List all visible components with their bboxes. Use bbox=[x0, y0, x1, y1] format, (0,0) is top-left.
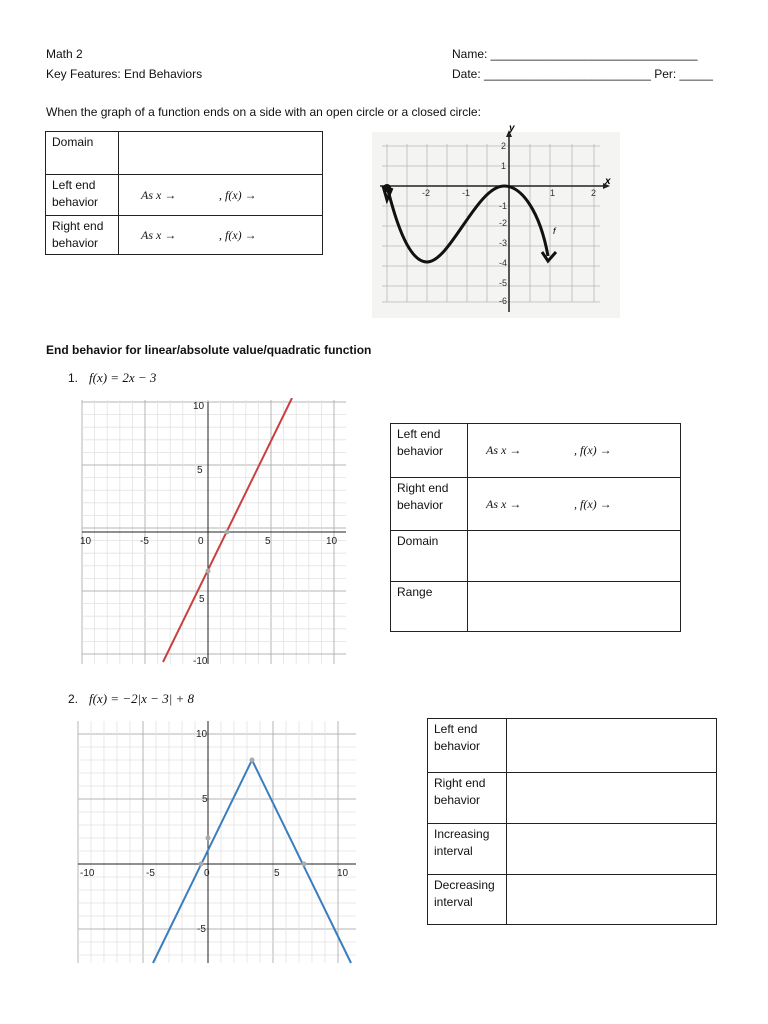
origin-label: 0 bbox=[198, 536, 204, 547]
problem-2-number: 2. bbox=[68, 692, 79, 706]
y-tick-label: 5 bbox=[197, 465, 203, 476]
left-end-label: Left end behavior bbox=[391, 424, 468, 478]
vertex-point bbox=[250, 758, 255, 763]
graph-paper bbox=[372, 132, 620, 318]
problem-1-graph bbox=[80, 398, 348, 666]
right-end-label: Right end behavior bbox=[391, 478, 468, 531]
problem-1-equation: f(x) = 2x − 3 bbox=[89, 370, 157, 385]
problem-2-grid bbox=[78, 721, 356, 965]
x-tick-label: -2 bbox=[422, 188, 431, 198]
domain-label: Domain bbox=[46, 132, 119, 175]
y-tick-label: 10 bbox=[196, 729, 208, 740]
y-tick-label: -6 bbox=[499, 296, 508, 306]
x-axis-label: x bbox=[605, 176, 611, 187]
absolute-value-function-graph bbox=[153, 760, 351, 963]
x-tick-label: -1 bbox=[462, 188, 471, 198]
section-title: End behavior for linear/absolute value/quadratic function bbox=[46, 343, 372, 357]
y-tick-label: 2 bbox=[501, 141, 507, 151]
x-intercept-point bbox=[302, 862, 307, 867]
x-tick-label: -5 bbox=[140, 536, 149, 547]
x-tick-label: 5 bbox=[265, 536, 271, 547]
date-per-field[interactable]: Date: _________________________ Per: _____ bbox=[452, 67, 713, 81]
y-tick-label: -5 bbox=[197, 924, 206, 935]
y-tick-label: 10 bbox=[193, 401, 205, 412]
y-tick-label: -4 bbox=[499, 258, 508, 268]
x-tick-label: 5 bbox=[274, 868, 280, 879]
y-tick-label: -2 bbox=[499, 218, 508, 228]
domain-answer-cell[interactable] bbox=[468, 531, 681, 582]
right-end-answer-cell[interactable]: As x → , f(x) → bbox=[468, 478, 681, 531]
x-tick-label: 2 bbox=[591, 188, 597, 198]
x-tick-label: 10 bbox=[337, 868, 349, 879]
y-tick-label: 5 bbox=[199, 594, 205, 605]
problem-2-graph bbox=[76, 719, 358, 965]
intro-prompt: When the graph of a function ends on a side with an open circle or a closed circle: bbox=[46, 105, 481, 119]
y-axis-label: y bbox=[509, 123, 515, 134]
problem-2-table bbox=[427, 718, 717, 925]
right-end-label: Right end behavior bbox=[428, 773, 507, 824]
right-end-answer-cell[interactable]: As x → , f(x) → bbox=[119, 216, 323, 255]
left-end-answer-cell[interactable]: As x → , f(x) → bbox=[119, 175, 323, 216]
problem-1-number: 1. bbox=[68, 371, 79, 385]
y-tick-label: -1 bbox=[499, 201, 508, 211]
left-end-label: Left end behavior bbox=[428, 719, 507, 773]
y-tick-label: 5 bbox=[202, 794, 208, 805]
left-end-answer-cell[interactable] bbox=[507, 719, 717, 773]
y-tick-label: -3 bbox=[499, 238, 508, 248]
decreasing-interval-answer-cell[interactable] bbox=[507, 875, 717, 925]
intro-graph bbox=[372, 122, 620, 318]
intro-table bbox=[45, 131, 323, 255]
x-intercept-point bbox=[225, 530, 230, 535]
left-end-label: Left end behavior bbox=[46, 175, 119, 216]
problem-1-table bbox=[390, 423, 681, 632]
course-title: Math 2 bbox=[46, 47, 83, 61]
origin-label: 0 bbox=[204, 868, 210, 879]
x-tick-label: -10 bbox=[80, 868, 95, 879]
range-label: Range bbox=[391, 582, 468, 632]
decreasing-interval-label: Decreasing interval bbox=[428, 875, 507, 925]
x-intercept-point bbox=[199, 862, 204, 867]
problem-2-equation: f(x) = −2|x − 3| + 8 bbox=[89, 691, 195, 706]
domain-answer-cell[interactable] bbox=[119, 132, 323, 175]
domain-label: Domain bbox=[391, 531, 468, 582]
x-tick-label: 1 bbox=[550, 188, 556, 198]
y-tick-label: 1 bbox=[501, 161, 507, 171]
curve-label: f bbox=[553, 226, 556, 236]
worksheet-subtitle: Key Features: End Behaviors bbox=[46, 67, 203, 81]
y-intercept-point bbox=[206, 569, 211, 574]
left-end-answer-cell[interactable]: As x → , f(x) → bbox=[468, 424, 681, 478]
increasing-interval-label: Increasing interval bbox=[428, 824, 507, 875]
name-field[interactable]: Name: _______________________________ bbox=[452, 47, 698, 61]
y-tick-label: -5 bbox=[499, 278, 508, 288]
increasing-interval-answer-cell[interactable] bbox=[507, 824, 717, 875]
right-end-label: Right end behavior bbox=[46, 216, 119, 255]
y-intercept-point bbox=[206, 836, 211, 841]
x-tick-label: 10 bbox=[326, 536, 338, 547]
x-tick-label: 10 bbox=[80, 536, 92, 547]
right-end-answer-cell[interactable] bbox=[507, 773, 717, 824]
range-answer-cell[interactable] bbox=[468, 582, 681, 632]
x-tick-label: -5 bbox=[146, 868, 155, 879]
y-tick-label: -10 bbox=[193, 656, 208, 666]
